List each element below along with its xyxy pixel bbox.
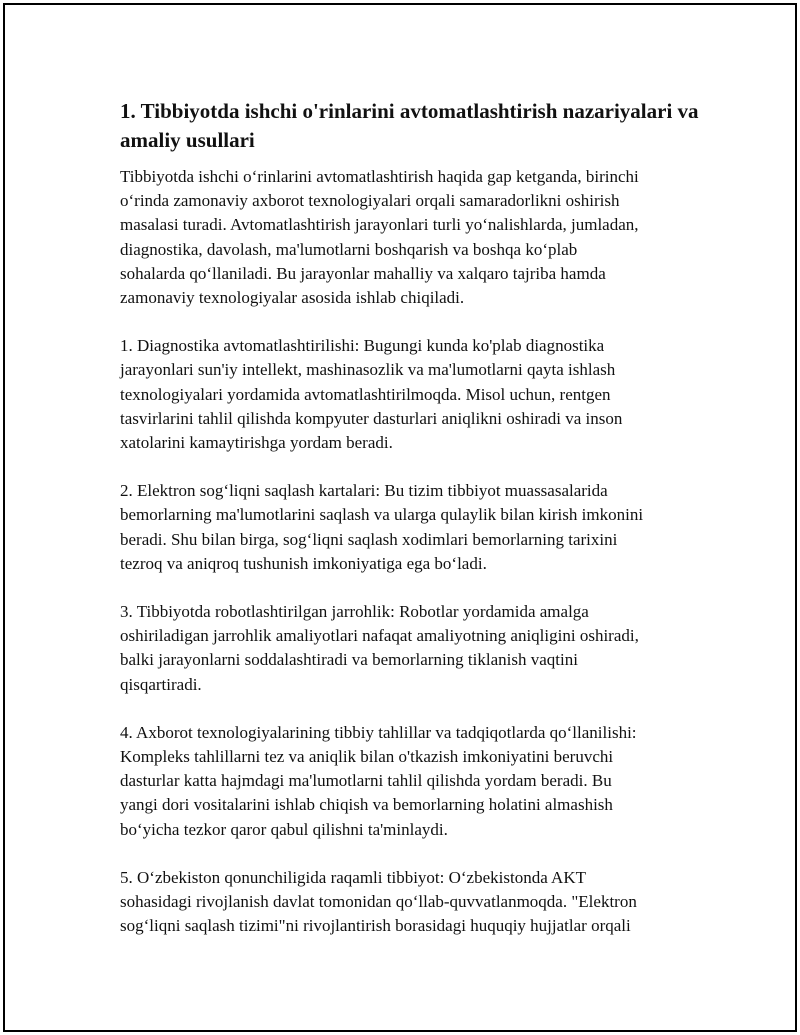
paragraph-electronic-health-cards: 2. Elektron sog‘liqni saqlash kartalari: Bu tizim tibbiyot muassasalarida bemorlarning ma'lumotlarini saqlash va ularga qulaylik bilan kirish imkonini beradi. Shu bilan birga, sog‘liqni saqlash xodimlari bemorlarning tarixini tezroq va aniqroq tushunish imkoniyatiga ega bo‘ladi. bbox=[120, 481, 644, 573]
document-body bbox=[120, 97, 705, 962]
document-title: 1. Tibbiyotda ishchi o'rinlarini avtomatlashtirish nazariyalari va amaliy usullari bbox=[120, 99, 699, 152]
paragraph-diagnostics: 1. Diagnostika avtomatlashtirilishi: Bugungi kunda ko'plab diagnostika jarayonlari sun'iy intellekt, mashinasozlik va ma'lumotlarni qayta ishlash texnologiyalari yordamida avtomatlashtirilmoqda. Misol uchun, rentgen tasvirlarini tahlil qilishda kompyuter dasturlari aniqlikni oshiradi va inson xatolarini kamaytirishga yordam beradi. bbox=[120, 336, 623, 453]
paragraph-robotic-surgery: 3. Tibbiyotda robotlashtirilgan jarrohlik: Robotlar yordamida amalga oshiriladigan jarrohlik amaliyotlari nafaqat amaliyotning aniqligini oshiradi, balki jarayonlarni soddalashtiradi va bemorlarning tiklanish vaqtini qisqartiradi. bbox=[120, 602, 639, 694]
paragraph-uzbekistan-legislation: 5. O‘zbekiston qonunchiligida raqamli tibbiyot: O‘zbekistonda AKT sohasidagi rivojlanish davlat tomonidan qo‘llab-quvvatlanmoqda. "Elektron sog‘liqni saqlash tizimi"ni rivojlantirish borasidagi huquqiy hujjatlar orqali bbox=[120, 867, 637, 936]
paragraph-it-in-analysis: 4. Axborot texnologiyalarining tibbiy tahlillar va tadqiqotlarda qo‘llanilishi: Kompleks tahlillarni tez va aniqlik bilan o'tkazish imkoniyatini beruvchi dasturlar katta hajmdagi ma'lumotlarni tahlil qilishda yordam beradi. Bu yangi dori vositalarini ishlab chiqish va bemorlarning holatini almashish bo‘yicha tezkor qaror qabul qilishni ta'minlaydi. bbox=[120, 722, 637, 839]
page-frame bbox=[3, 3, 797, 1032]
intro-paragraph: Tibbiyotda ishchi o‘rinlarini avtomatlashtirish haqida gap ketganda, birinchi o‘rinda zamonaviy axborot texnologiyalari orqali samaradorlikni oshirish masalasi turadi. Avtomatlashtirish jarayonlari turli yo‘nalishlarda, jumladan, diagnostika, davolash, ma'lumotlarni boshqarish va boshqa ko‘plab sohalarda qo‘llaniladi. Bu jarayonlar mahalliy va xalqaro tajriba hamda zamonaviy texnologiyalar asosida ishlab chiqiladi. bbox=[120, 167, 639, 308]
